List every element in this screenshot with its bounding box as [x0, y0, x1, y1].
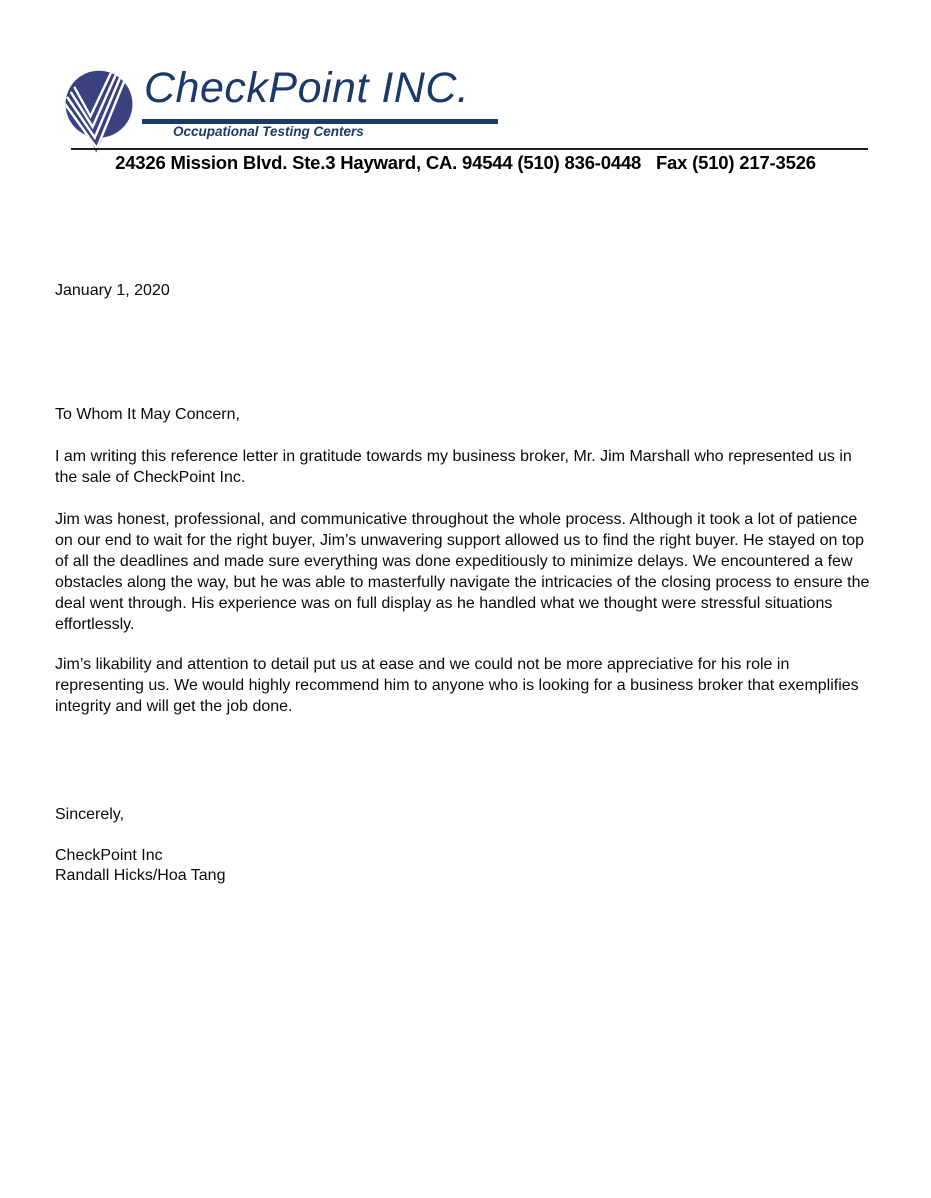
header-divider: [71, 148, 868, 150]
signature-names: Randall Hicks/Hoa Tang: [55, 867, 226, 884]
brand-tagline: Occupational Testing Centers: [173, 124, 364, 139]
brand-name: CheckPoint INC.: [144, 64, 470, 112]
checkpoint-logo-icon: [63, 70, 135, 154]
signature-company: CheckPoint Inc: [55, 847, 163, 864]
closing: Sincerely,: [55, 806, 125, 823]
company-address: 24326 Mission Blvd. Ste.3 Hayward, CA. 94544 (510) 836-0448 Fax (510) 217-3526: [115, 152, 816, 173]
paragraph-recommendation: Jim’s likability and attention to detail put us at ease and we could not be more appreciative for his role in representing us. We would highly recommend him to anyone who is looking for a business broker that exemplifies integrity and will get the job done.: [55, 656, 859, 715]
letter-date: January 1, 2020: [55, 282, 170, 299]
paragraph-intro: I am writing this reference letter in gratitude towards my business broker, Mr. Jim Marshall who represented us in the sale of CheckPoint Inc.: [55, 448, 852, 486]
salutation: To Whom It May Concern,: [55, 406, 240, 423]
paragraph-experience: Jim was honest, professional, and communicative throughout the whole process. Although it took a lot of patience on our end to wait for the right buyer, Jim’s unwavering support allowed us to find the right buyer. He stayed on top of all the deadlines and made sure everything was done expeditiously to minimize delays. We encountered a few obstacles along the way, but he was able to masterfully navigate the intricacies of the closing process to ensure the deal went through. His experience was on full display as he handled what we thought were stressful situations effortlessly.: [55, 511, 870, 633]
